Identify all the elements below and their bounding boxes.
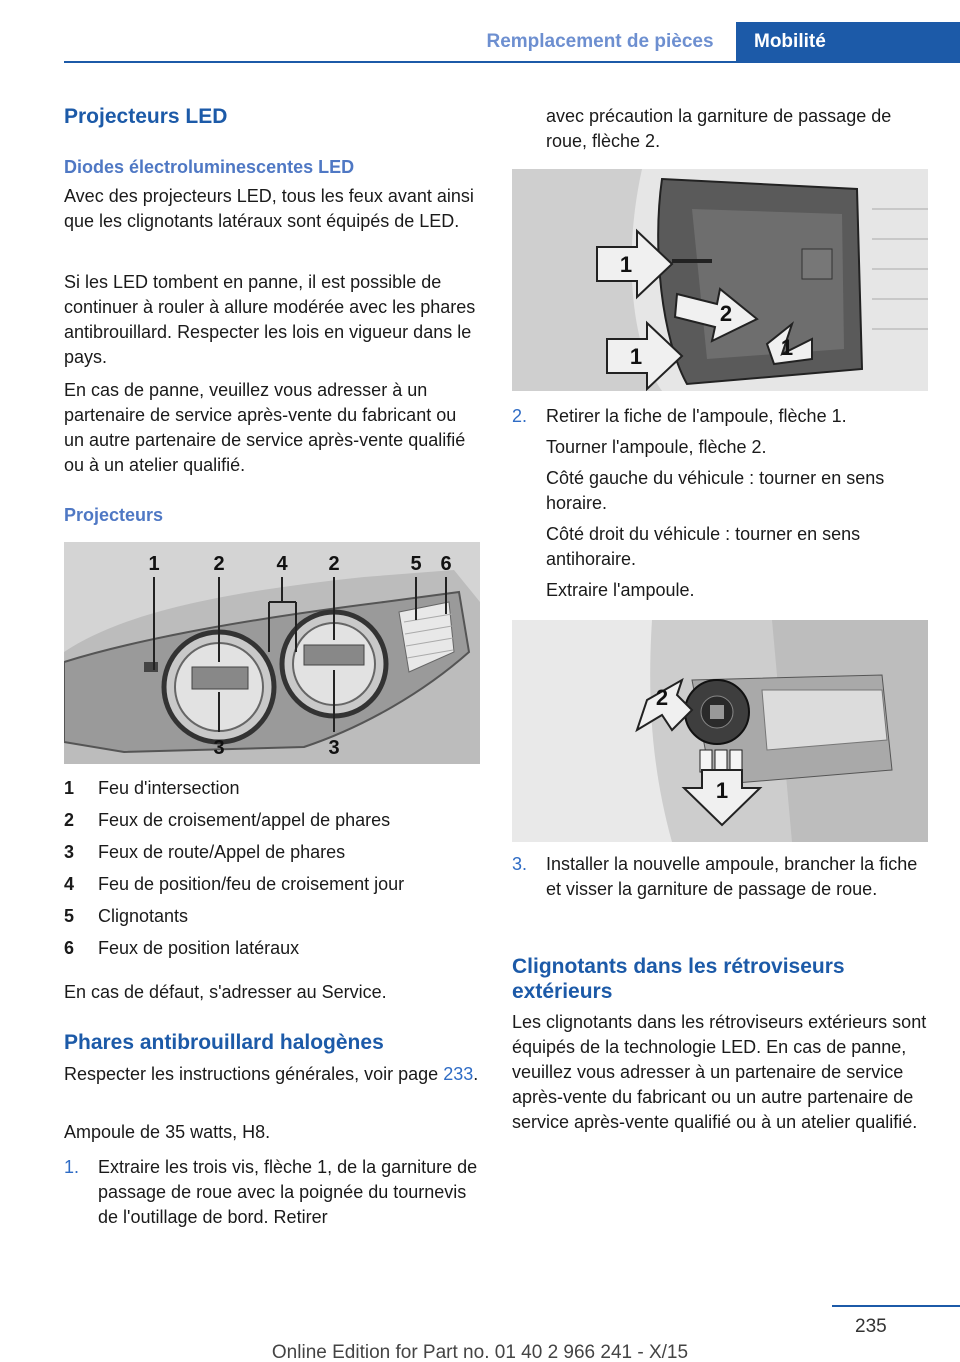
- step-number: 3.: [512, 854, 528, 874]
- header-rule: [64, 61, 960, 63]
- legend-text: Feux de route/Appel de phares: [98, 842, 346, 862]
- fig2-callout: 2: [719, 301, 733, 326]
- legend-number: 5: [64, 906, 75, 926]
- fig1-callout: 2: [213, 553, 225, 575]
- fig1-callout: 3: [213, 737, 225, 759]
- step-number: 2.: [512, 406, 528, 426]
- section-title-led: Projecteurs LED: [64, 105, 228, 128]
- subheading-diodes: Diodes électroluminescentes LED: [64, 157, 355, 177]
- running-header-section: Remplacement de pièces: [486, 31, 714, 52]
- paragraph-led-intro: Avec des projecteurs LED, tous les feux avant ainsi que les clignotants latéraux sont équipés de LED.: [64, 186, 474, 231]
- step-body: [546, 404, 928, 609]
- legend-number: 4: [64, 874, 75, 894]
- legend-text: Clignotants: [98, 906, 189, 926]
- legend-number: 6: [64, 938, 75, 958]
- step-1-continuation: avec précaution la garniture de passage de roue, flèche 2.: [546, 106, 892, 151]
- step-3: [512, 852, 928, 902]
- legend-text: Feu de position/feu de croisement jour: [98, 874, 405, 894]
- step-line: Retirer la fiche de l'ampoule, flèche 1.: [546, 406, 847, 426]
- fig1-callout: 3: [328, 737, 340, 759]
- paragraph-led-failure: Si les LED tombent en panne, il est possible de continuer à rouler à allure modérée avec les phares antibrouillard. Respecter les lois en vigueur dans le pays.: [64, 272, 476, 367]
- legend-item: [64, 804, 480, 836]
- bulb-socket-figure: [512, 620, 928, 842]
- footer-rule: [832, 1305, 960, 1307]
- wheel-arch-illustration: [512, 169, 928, 391]
- legend-item: [64, 868, 480, 900]
- fig3-callout: 2: [655, 685, 669, 710]
- bulb-socket-illustration: [512, 620, 928, 842]
- legend-number: 3: [64, 842, 75, 862]
- step-line: Extraire l'ampoule.: [546, 580, 695, 600]
- edition-footer: Online Edition for Part no. 01 40 2 966 241 - X/15: [271, 1342, 689, 1362]
- step-number: 1.: [64, 1157, 80, 1177]
- wheel-arch-figure: [512, 169, 928, 391]
- legend-item: [64, 900, 480, 932]
- step-line: Tourner l'ampoule, flèche 2.: [546, 437, 767, 457]
- fog-text: Respecter les instructions générales, voir page: [64, 1064, 444, 1084]
- fig2-callout: 1: [780, 335, 794, 360]
- fig1-callout: 5: [410, 553, 422, 575]
- figure-legend: [64, 772, 480, 964]
- step-text: Extraire les trois vis, flèche 1, de la garniture de passage de roue avec la poignée du tournevis de l'outillage de bord. Retirer: [98, 1157, 478, 1227]
- fig3-callout: 1: [715, 778, 729, 803]
- fog-text-end: .: [473, 1064, 479, 1084]
- section-title-fog: Phares antibrouillard halogènes: [64, 1031, 384, 1054]
- step-text: Installer la nouvelle ampoule, brancher la fiche et visser la garniture de passage de roue.: [546, 854, 918, 899]
- legend-number: 1: [64, 778, 75, 798]
- legend-item: [64, 836, 480, 868]
- legend-number: 2: [64, 810, 75, 830]
- legend-text: Feux de croisement/appel de phares: [98, 810, 391, 830]
- paragraph-bulb-spec: Ampoule de 35 watts, H8.: [64, 1122, 271, 1142]
- headlight-illustration: [64, 542, 480, 764]
- paragraph-service-advice: En cas de panne, veuillez vous adresser à un partenaire de service après-vente du fabricant ou un autre partenaire de service après-vente qualifié ou à un atelier qualifié.: [64, 380, 466, 475]
- fig1-callout: 6: [440, 553, 452, 575]
- running-header-chapter: Mobilité: [736, 22, 960, 62]
- paragraph-defect-note: En cas de défaut, s'adresser au Service.: [64, 982, 387, 1002]
- legend-text: Feux de position latéraux: [98, 938, 300, 958]
- paragraph-mirror-led: Les clignotants dans les rétroviseurs extérieurs sont équipés de la technologie LED. En cas de panne, veuillez vous adresser à un partenaire de service après-vente du fabricant ou un autre partenaire de service après-vente qualifié ou à un atelier qualifié.: [512, 1012, 927, 1132]
- legend-item: [64, 772, 480, 804]
- page-number: 235: [855, 1316, 887, 1337]
- step-2: [512, 404, 928, 609]
- fig1-callout: 4: [276, 553, 288, 575]
- legend-text: Feu d'intersection: [98, 778, 240, 798]
- fig1-callout: 2: [328, 553, 340, 575]
- fig2-callout: 1: [629, 344, 643, 369]
- section-title-mirror: Clignotants dans les rétroviseurs extérieurs: [512, 955, 845, 1003]
- fig1-callout: 1: [148, 553, 160, 575]
- step-1: [64, 1155, 480, 1230]
- step-line: Côté gauche du véhicule : tourner en sens horaire.: [546, 468, 885, 513]
- legend-item: [64, 932, 480, 964]
- paragraph-fog-instructions: [64, 1062, 480, 1087]
- fig2-callout: 1: [619, 252, 633, 277]
- page-reference-link[interactable]: 233: [443, 1064, 474, 1084]
- step-line: Côté droit du véhicule : tourner en sens antihoraire.: [546, 524, 861, 569]
- subheading-projecteurs: Projecteurs: [64, 505, 164, 525]
- headlight-figure: [64, 542, 480, 764]
